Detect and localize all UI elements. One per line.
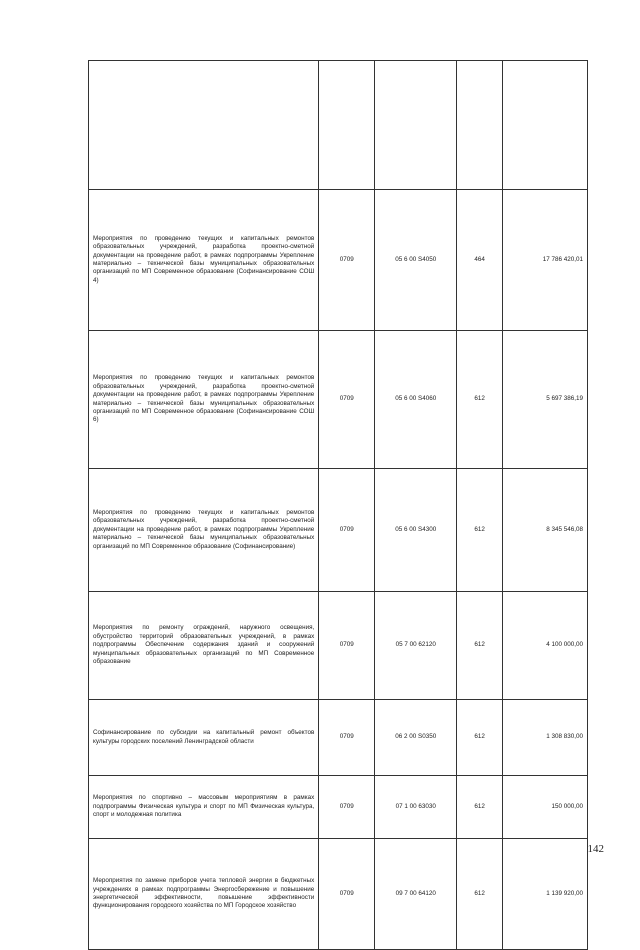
row-3-type: 612 [457, 469, 503, 592]
row-4-type: 612 [457, 592, 503, 700]
budget-table [88, 60, 588, 950]
row-4-name: Мероприятия по ремонту ограждений, наружного освещения, обустройство территорий образовательных учреждений, в рамках подпрограммы Обеспечение содержания зданий и сооружений муниципальных образовательных организаций по МП Современное образование [89, 592, 319, 700]
row-7-section: 0709 [319, 839, 375, 950]
row-0-name [89, 61, 319, 190]
row-2-type: 612 [457, 331, 503, 469]
row-7-target: 09 7 00 64120 [375, 839, 457, 950]
row-2-name: Мероприятия по проведению текущих и капитальных ремонтов образовательных учреждений, разработка проектно-сметной документации на проведение работ, в рамках подпрограммы Укрепление материально – технической базы муниципальных образовательных организаций по МП Современное образование (Софинансирование СОШ 6) [89, 331, 319, 469]
row-7-amount: 1 139 920,00 [502, 839, 587, 950]
row-0-type [457, 61, 503, 190]
row-5-name: Софинансирование по субсидии на капитальный ремонт объектов культуры городских поселений Ленинградской области [89, 700, 319, 776]
row-6-name: Мероприятия по спортивно – массовым мероприятиям в рамках подпрограммы Физическая культура и спорт по МП Физическая культура, спорт и молодежная политика [89, 776, 319, 839]
row-6-amount: 150 000,00 [502, 776, 587, 839]
row-4-target: 05 7 00 62120 [375, 592, 457, 700]
row-3-name: Мероприятия по проведению текущих и капитальных ремонтов образовательных учреждений, разработка проектно-сметной документации на проведение работ, в рамках подпрограммы Укрепление материально – технической базы муниципальных образовательных организаций по МП Современное образование (Софинансирование) [89, 469, 319, 592]
row-1-name: Мероприятия по проведению текущих и капитальных ремонтов образовательных учреждений, разработка проектно-сметной документации на проведение работ, в рамках подпрограммы Укрепление материально – технической базы муниципальных образовательных организаций по МП Современное образование (Софинансирование СОШ 4) [89, 190, 319, 331]
table-row [89, 190, 588, 331]
row-5-target: 06 2 00 S0350 [375, 700, 457, 776]
row-0-target [375, 61, 457, 190]
row-6-type: 612 [457, 776, 503, 839]
row-5-section: 0709 [319, 700, 375, 776]
row-1-amount: 17 786 420,01 [502, 190, 587, 331]
row-4-amount: 4 100 000,00 [502, 592, 587, 700]
row-2-amount: 5 697 386,19 [502, 331, 587, 469]
table-row [89, 776, 588, 839]
row-6-section: 0709 [319, 776, 375, 839]
row-7-type: 612 [457, 839, 503, 950]
row-2-target: 05 6 00 S4060 [375, 331, 457, 469]
table-row [89, 331, 588, 469]
row-1-target: 05 6 00 S4050 [375, 190, 457, 331]
row-0-amount [502, 61, 587, 190]
row-3-target: 05 6 00 S4300 [375, 469, 457, 592]
row-3-amount: 8 345 546,08 [502, 469, 587, 592]
table-row [89, 700, 588, 776]
row-2-section: 0709 [319, 331, 375, 469]
row-1-type: 464 [457, 190, 503, 331]
row-3-section: 0709 [319, 469, 375, 592]
row-4-section: 0709 [319, 592, 375, 700]
row-7-name: Мероприятия по замене приборов учета тепловой энергии в бюджетных учреждениях в рамках подпрограммы Энергосбережение и повышение энергетической эффективности, повышение эффективности функционирования городского хозяйства по МП Городское хозяйство [89, 839, 319, 950]
row-5-type: 612 [457, 700, 503, 776]
page-number: 142 [587, 843, 604, 855]
row-6-target: 07 1 00 63030 [375, 776, 457, 839]
table-row [89, 839, 588, 950]
table-row [89, 469, 588, 592]
row-0-section [319, 61, 375, 190]
row-5-amount: 1 308 830,00 [502, 700, 587, 776]
table-row [89, 592, 588, 700]
table-row [89, 61, 588, 190]
row-1-section: 0709 [319, 190, 375, 331]
